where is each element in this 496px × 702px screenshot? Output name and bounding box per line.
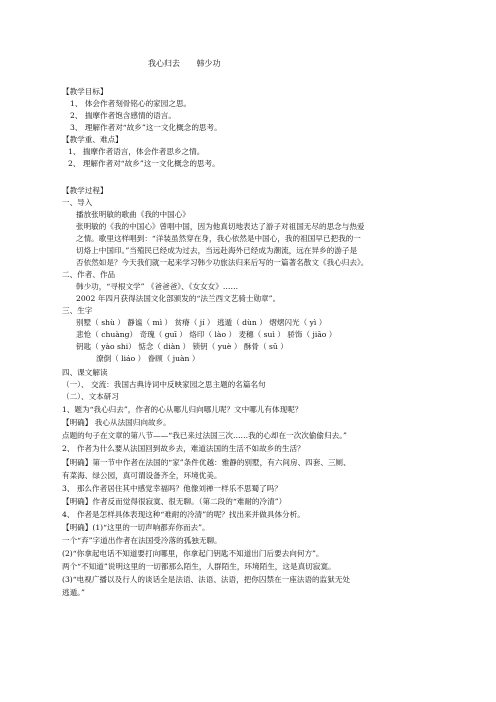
text-line: 悲怆（ chuàng） 奇瑰（ guī ） 烙印（ lào ） 麦穗（ suì ） 骄饰（ jiāo ） xyxy=(76,330,337,339)
title-text: 我心归去 xyxy=(148,59,180,68)
text-line: 有菜海、绿公园，真可谓设备齐全，环境优美。 xyxy=(62,471,222,480)
text-line: 逃遁。” xyxy=(62,588,85,597)
text-line: 切烙上中国印。”当殖民已经成为过去，当远赴海外已经成为潮流，远在异乡的游子是 xyxy=(76,246,358,255)
text-line: 2002 年四月获得法国文化部颁发的“法兰西文艺骑士勋章”。 xyxy=(76,294,281,303)
text-line: 两个“不知道”说明这里的一切都那么陌生，人群陌生，环境陌生，这是真切寂寞。 xyxy=(62,562,336,571)
text-line: 潦倒（ liáo ） 眷顾（ juàn ） xyxy=(96,354,200,363)
text-line: 四、课文解读 xyxy=(62,368,108,377)
text-line: 3、 理解作者对“故乡”这一文化概念的思考。 xyxy=(70,123,222,132)
text-line: 4、 作者是怎样具体表现这种“难耐的冷清”的呢？找出来并做具体分析。 xyxy=(62,510,305,519)
author-name: 韩少功 xyxy=(196,59,221,68)
text-line: （二）、文本研习 xyxy=(62,392,119,401)
text-line: 张明敏的《我的中国心》曾唱中国，因为他真切地表达了游子对祖国无尽的思念与热爱 xyxy=(76,222,365,231)
text-line: 一、导入 xyxy=(62,198,93,207)
text-line: 【明确】 我心从法国归向故乡。 xyxy=(62,418,171,427)
text-line: 别墅（ shù ） 静谧（ mì ） 贫瘠（ jí ） 逃遁（ dùn ） 熠熠闪光（ yì ） xyxy=(76,318,327,327)
text-line: 点题的句子在文章的第八节——“我已来过法国三次……我的心却在一次次偷偷归去。” xyxy=(62,431,347,440)
text-line: 【明确】(1)“这里的一切声响都弃你而去”。 xyxy=(62,523,210,532)
text-line: 【明确】作者反而觉得很寂寞、很无聊。（第二段的“难耐的冷清”） xyxy=(62,497,287,506)
text-line: 2、 作者为什么要从法国回到故乡去，难道法国的生活不如故乡的生活？ xyxy=(62,444,305,453)
text-line: 2、 理解作者对“故乡”这一文化概念的思考。 xyxy=(68,159,220,168)
text-line: 【教学目标】 xyxy=(62,87,108,96)
text-line: 【教学过程】 xyxy=(62,186,108,195)
text-line: 否依然如是？今天我们就一起来学习韩少功旅法归来后写的一篇著名散文《我心归去》。 xyxy=(76,258,369,267)
text-line: 之情。歌里这样唱到：“洋装虽然穿在身，我心依然是中国心，我的祖国早已把我的一 xyxy=(76,234,361,243)
text-line: 韩少功，“寻根文学” 《爸爸爸》、《女女女》…… xyxy=(76,282,239,291)
text-line: 【明确】第一节中作者在法国的“家”条件优越：雅静的别墅，有六间房、四套、三厕、 xyxy=(62,458,351,467)
text-line: 2、 揣摩作者饱含感情的语言。 xyxy=(70,111,176,120)
text-line: 【教学重、难点】 xyxy=(62,135,123,144)
text-line: 1、题为“我心归去”，作者的心从哪儿归向哪儿呢？文中哪儿有体现呢？ xyxy=(62,405,303,414)
text-line: 三、生字 xyxy=(62,306,93,315)
text-line: 二、作者、作品 xyxy=(62,270,116,279)
text-line: （一）、 交流：我国古典诗词中反映家园之思主题的名篇名句 xyxy=(62,380,266,389)
text-line: 3、 那么作者居住其中感觉幸福吗？他像刘禅一样乐不思蜀了吗？ xyxy=(62,484,282,493)
document-title xyxy=(148,58,235,69)
text-line: 播放张明敏的歌曲《我的中国心》 xyxy=(76,210,190,219)
text-line: 钥匙（ yào shi） 惦念（ diàn ） 锁钥（ yuè ） 酥骨（ sū ） xyxy=(76,342,288,351)
text-line: 1、 揣摩作者语言，体会作者思乡之情。 xyxy=(68,147,205,156)
text-line: 1、 体会作者刻骨铭心的家园之思。 xyxy=(70,99,192,108)
text-line: 一个“弃”字道出作者在法国受冷落的孤独无聊。 xyxy=(62,536,222,545)
text-line: (2)“你拿起电话不知道要打向哪里，你拿起门钥匙不知道出门后要去向何方”。 xyxy=(62,549,324,558)
text-line: (3)“电视广播以及行人的谈话全是法语、法语、法语，把你囚禁在一座法语的监狱无处 xyxy=(62,575,351,584)
